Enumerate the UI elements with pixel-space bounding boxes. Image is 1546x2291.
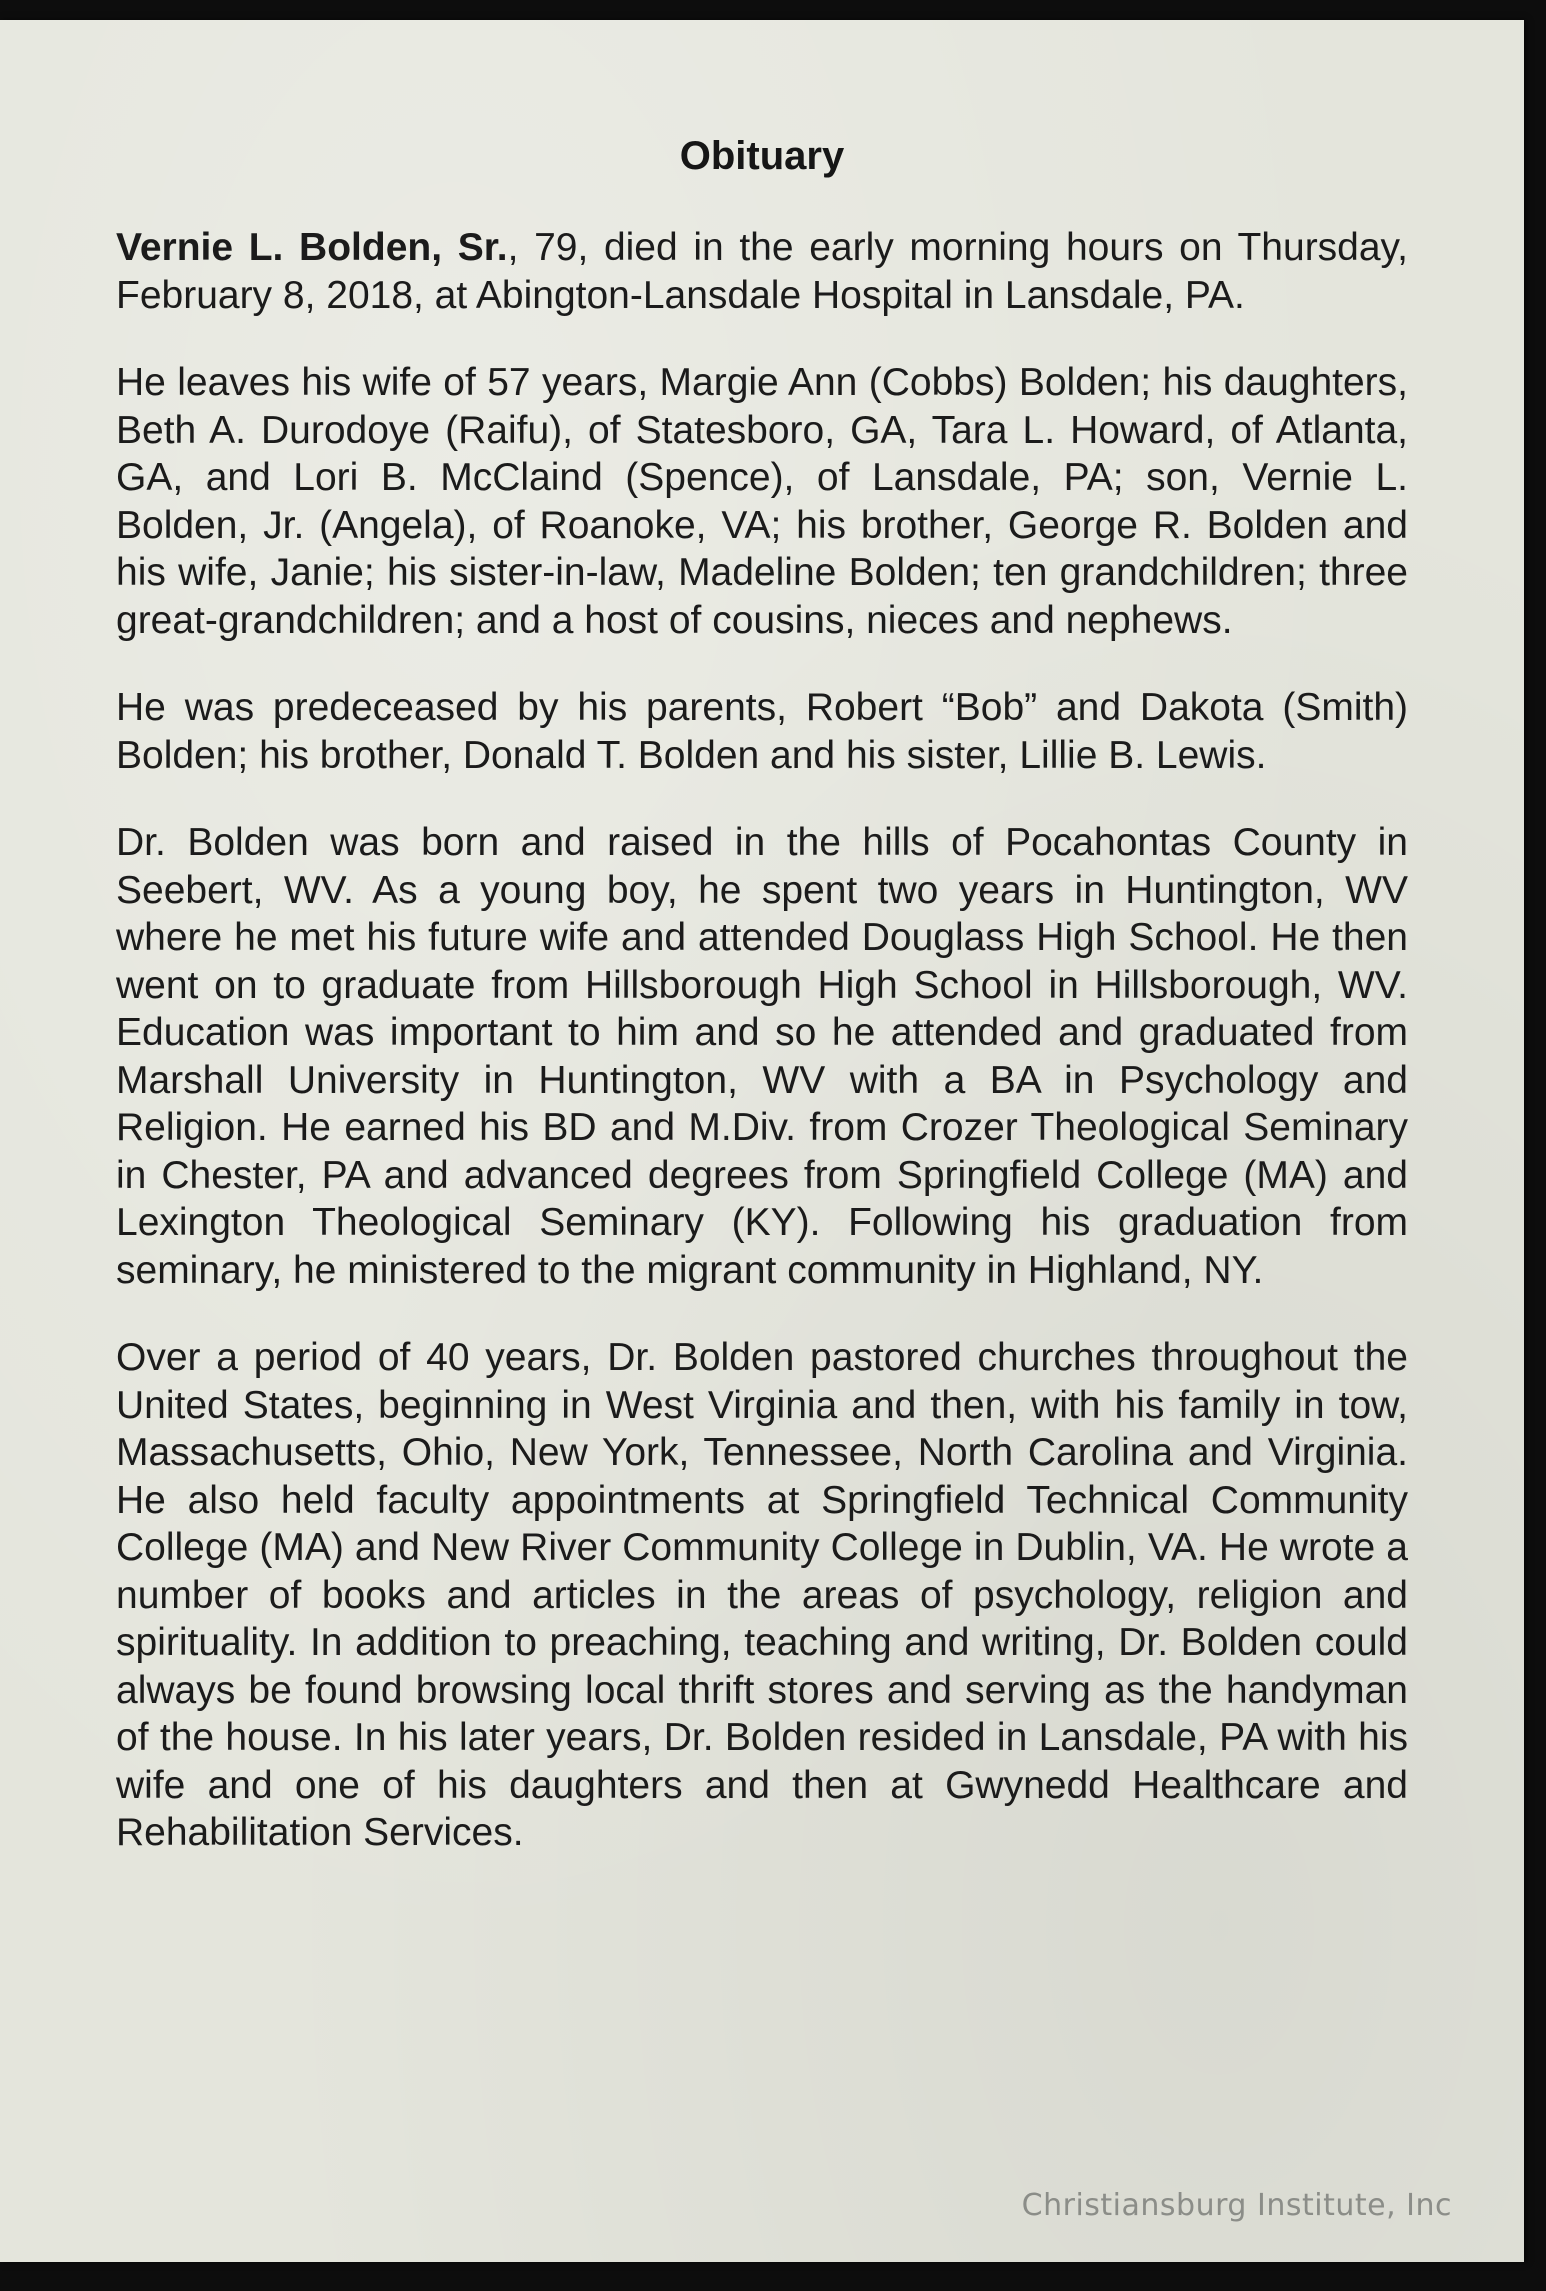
- paragraph-predeceased: He was predeceased by his parents, Robert “Bob” and Dakota (Smith) Bolden; his brother, Donald T. Bolden and his sister, Lillie B. Lewis.: [116, 686, 1408, 777]
- paragraph-survivors: He leaves his wife of 57 years, Margie Ann (Cobbs) Bolden; his daughters, Beth A. Durodoye (Raifu), of Statesboro, GA, Tara L. Howard, of Atlanta, GA, and Lori B. McClaind (Spence), of Lansdale, PA; son, Vernie L. Bolden, Jr. (Angela), of Roanoke, VA; his brother, George R. Bolden and his wife, Janie; his sister-in-law, Madeline Bolden; ten grandchildren; three great-grandchildren; and a host of cousins, nieces and nephews.: [116, 361, 1408, 642]
- deceased-name: Vernie L. Bolden, Sr.: [116, 226, 508, 269]
- watermark: Christiansburg Institute, Inc: [1021, 2188, 1452, 2223]
- death-notice-text: , 79, died in the early morning hours on Thursday, February 8, 2018, at Abington-Lansdale Hospital in Lansdale, PA.: [116, 226, 1408, 317]
- obituary-page: [0, 20, 1524, 2262]
- paragraph-career: Over a period of 40 years, Dr. Bolden pastored churches throughout the United States, beginning in West Virginia and then, with his family in tow, Massachusetts, Ohio, New York, Tennessee, North Carolina and Virginia. He also held faculty appointments at Springfield Technical Community College (MA) and New River Community College in Dublin, VA. He wrote a number of books and articles in the areas of psychology, religion and spirituality. In addition to preaching, teaching and writing, Dr. Bolden could always be found browsing local thrift stores and serving as the handyman of the house. In his later years, Dr. Bolden resided in Lansdale, PA with his wife and one of his daughters and then at Gwynedd Healthcare and Rehabilitation Services.: [116, 1336, 1408, 1854]
- paragraph-death-notice: [116, 224, 1408, 319]
- paragraph-early-life: Dr. Bolden was born and raised in the hills of Pocahontas County in Seebert, WV. As a young boy, he spent two years in Huntington, WV where he met his future wife and attended Douglass High School. He then went on to graduate from Hillsborough High School in Hillsborough, WV. Education was important to him and so he attended and graduated from Marshall University in Huntington, WV with a BA in Psychology and Religion. He earned his BD and M.Div. from Crozer Theological Seminary in Chester, PA and advanced degrees from Springfield College (MA) and Lexington Theological Seminary (KY). Following his graduation from seminary, he ministered to the migrant community in Highland, NY.: [116, 821, 1408, 1292]
- page-title: Obituary: [679, 134, 845, 178]
- obituary-content: [116, 132, 1408, 1897]
